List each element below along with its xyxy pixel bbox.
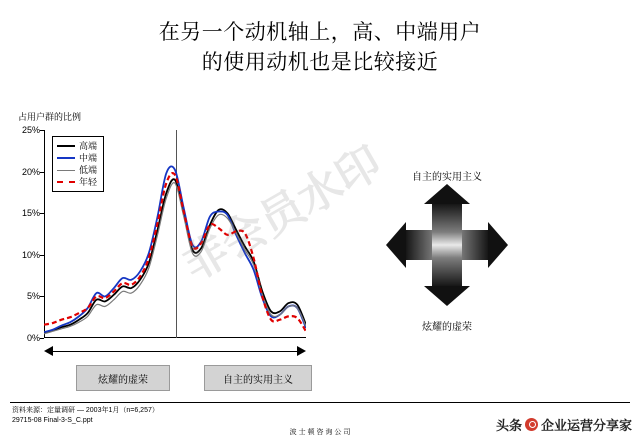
legend-item-1: [57, 152, 97, 164]
legend-label-0: 高端: [79, 141, 98, 151]
legend-label-3: 年轻: [79, 177, 98, 187]
series-line-3: [44, 173, 306, 331]
page-title: [0, 18, 640, 78]
cross-arrow-left-icon: [386, 222, 406, 268]
watermark-corner-prefix: 头条: [495, 418, 522, 433]
legend-label-1: 中端: [79, 153, 98, 163]
y-tick-label-0: 0%: [26, 333, 40, 343]
legend-swatch-3: [57, 181, 75, 183]
arrow-left-icon: [44, 346, 53, 356]
cross-arrow-right-icon: [488, 222, 508, 268]
source-line-1: 资料来源：定量调研 — 2003年1月（n=6,257）: [12, 407, 159, 414]
y-tick-label-10: 10%: [21, 249, 40, 260]
source-note: [12, 406, 159, 426]
arrow-up-icon: [424, 184, 470, 204]
footer-divider: [10, 402, 630, 403]
legend-label-2: 低端: [79, 165, 98, 175]
watermark-corner: [496, 415, 632, 434]
y-tick-label-15: 15%: [21, 208, 40, 219]
watermark-corner-text: 企业运营分享家: [540, 418, 632, 433]
legend-item-3: [57, 176, 97, 188]
source-line-2: 29715-08 Final-3-S_C.ppt: [12, 417, 93, 424]
y-tick-label-25: 25%: [21, 125, 40, 135]
y-axis-title: 占用户群的比例: [18, 112, 82, 122]
legend-swatch-0: [57, 145, 75, 147]
region-label-left: 炫耀的虚荣: [76, 365, 170, 391]
cross-vertical-bar: [432, 202, 462, 288]
title-line-2: 的使用动机也是比较接近: [201, 51, 439, 74]
cross-diagram: [392, 190, 502, 300]
cross-bottom-label: 炫耀的虚荣: [422, 322, 472, 333]
legend-swatch-2: [57, 170, 75, 171]
y-tick-label-5: 5%: [26, 291, 40, 302]
arrow-right-icon: [297, 346, 306, 356]
chart-legend: [52, 136, 104, 192]
spectrum-arrow: [44, 345, 306, 359]
legend-item-0: [57, 140, 97, 152]
y-tick-mark-0: [40, 338, 44, 339]
arrow-down-icon: [424, 286, 470, 306]
legend-item-2: [57, 164, 97, 176]
y-tick-label-20: 20%: [21, 166, 40, 177]
watermark-logo-icon: [525, 418, 538, 431]
cross-top-label: 自主的实用主义: [412, 172, 482, 183]
title-line-1: 在另一个动机轴上，高、中端用户: [158, 21, 482, 44]
watermark-diagonal: 非会员水印: [174, 137, 390, 291]
footer-company: 波 士 顿 咨 询 公 司: [289, 429, 351, 436]
spectrum-arrow-line: [52, 351, 298, 352]
legend-swatch-1: [57, 157, 75, 159]
region-label-right: 自主的实用主义: [204, 365, 312, 391]
